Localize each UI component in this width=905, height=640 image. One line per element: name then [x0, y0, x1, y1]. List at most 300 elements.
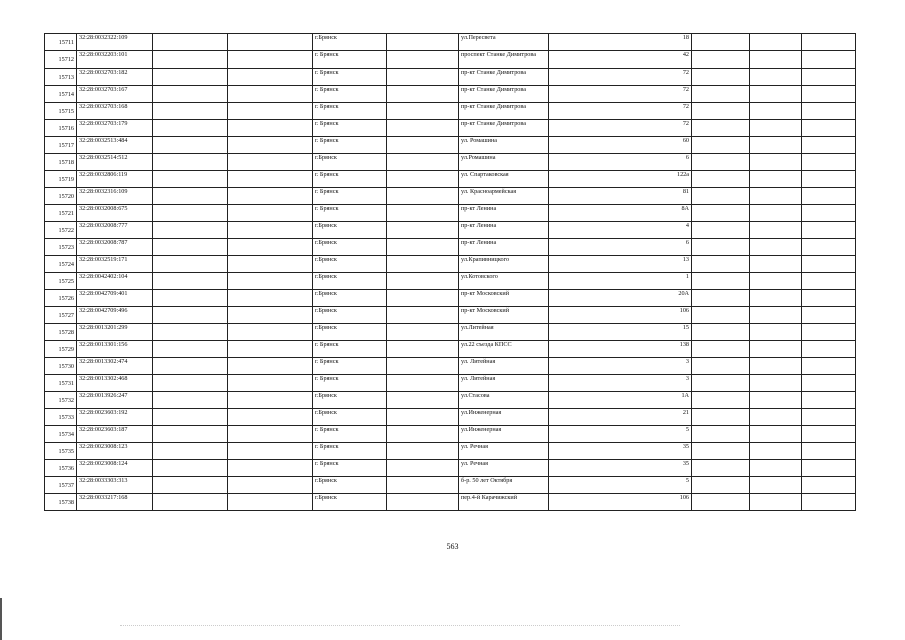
cell-street: б-р. 50 лет Октября	[459, 477, 549, 494]
cell-empty	[153, 69, 228, 86]
table-row	[45, 137, 856, 154]
table-row	[45, 222, 856, 239]
cell-street: ул.Крапивницкого	[459, 256, 549, 273]
cell-number: 15711	[45, 34, 77, 51]
cell-empty	[802, 69, 856, 86]
cell-empty	[750, 137, 802, 154]
table-row	[45, 69, 856, 86]
cell-empty	[802, 358, 856, 375]
cell-number: 15722	[45, 222, 77, 239]
cell-empty	[153, 188, 228, 205]
cell-street: ул. Спартаковская	[459, 171, 549, 188]
cell-city: г. Брянск	[313, 51, 387, 69]
cell-empty	[802, 120, 856, 137]
cell-empty	[692, 358, 750, 375]
cell-empty	[692, 205, 750, 222]
cell-empty	[153, 103, 228, 120]
cell-house: 106	[549, 307, 692, 324]
cell-empty	[750, 171, 802, 188]
cell-city: г. Брянск	[313, 205, 387, 222]
cell-empty	[802, 86, 856, 103]
cell-empty	[153, 256, 228, 273]
cell-empty	[387, 69, 459, 86]
cell-cadastral-number: 32:28:0023603:192	[77, 409, 153, 426]
cell-city: г. Брянск	[313, 375, 387, 392]
cell-empty	[228, 154, 313, 171]
cell-city: г.Брянск	[313, 494, 387, 511]
cell-cadastral-number: 32:28:0013926:247	[77, 392, 153, 409]
cell-empty	[228, 34, 313, 51]
cell-empty	[750, 477, 802, 494]
cell-number: 15736	[45, 460, 77, 477]
cell-empty	[153, 222, 228, 239]
cell-empty	[387, 137, 459, 154]
cell-house: 6	[549, 239, 692, 256]
cell-empty	[692, 409, 750, 426]
cell-city: г. Брянск	[313, 188, 387, 205]
cell-empty	[692, 273, 750, 290]
cell-empty	[387, 103, 459, 120]
cell-house: 106	[549, 494, 692, 511]
cell-empty	[802, 426, 856, 443]
cell-empty	[750, 426, 802, 443]
cell-number: 15713	[45, 69, 77, 86]
cell-empty	[692, 460, 750, 477]
cell-empty	[228, 103, 313, 120]
cell-house: 72	[549, 86, 692, 103]
cell-street: ул.Котовского	[459, 273, 549, 290]
cell-cadastral-number: 32:28:0032008:787	[77, 239, 153, 256]
cell-empty	[387, 307, 459, 324]
cell-number: 15714	[45, 86, 77, 103]
cell-empty	[802, 222, 856, 239]
cell-city: г. Брянск	[313, 86, 387, 103]
cell-empty	[228, 137, 313, 154]
cell-empty	[692, 222, 750, 239]
cell-empty	[750, 494, 802, 511]
cell-cadastral-number: 32:28:0032513:484	[77, 137, 153, 154]
cell-empty	[750, 409, 802, 426]
cell-street: пр-кт Московский	[459, 307, 549, 324]
cell-empty	[228, 426, 313, 443]
cell-empty	[750, 307, 802, 324]
table-row	[45, 256, 856, 273]
cell-empty	[692, 171, 750, 188]
cell-empty	[228, 239, 313, 256]
cell-empty	[802, 290, 856, 307]
cell-empty	[153, 358, 228, 375]
table-row	[45, 426, 856, 443]
cell-empty	[153, 341, 228, 358]
cell-empty	[750, 256, 802, 273]
cell-empty	[692, 477, 750, 494]
cell-number: 15719	[45, 171, 77, 188]
cell-city: г. Брянск	[313, 358, 387, 375]
cell-number: 15732	[45, 392, 77, 409]
cell-empty	[692, 426, 750, 443]
cell-empty	[153, 460, 228, 477]
cell-city: г.Брянск	[313, 222, 387, 239]
cell-street: пр-кт Ленина	[459, 239, 549, 256]
table-row	[45, 443, 856, 460]
cell-empty	[228, 290, 313, 307]
cell-empty	[750, 290, 802, 307]
cell-number: 15727	[45, 307, 77, 324]
cell-empty	[692, 137, 750, 154]
cell-house: 4	[549, 222, 692, 239]
cell-street: проспект Станке Димитрова	[459, 51, 549, 69]
cell-empty	[387, 460, 459, 477]
cell-street: пр-кт Ленина	[459, 222, 549, 239]
cell-city: г.Брянск	[313, 307, 387, 324]
cell-city: г. Брянск	[313, 137, 387, 154]
table-row	[45, 494, 856, 511]
cell-empty	[802, 375, 856, 392]
cell-city: г.Брянск	[313, 256, 387, 273]
cell-empty	[228, 86, 313, 103]
cell-empty	[153, 273, 228, 290]
cell-cadastral-number: 32:28:0042709:496	[77, 307, 153, 324]
cell-empty	[228, 443, 313, 460]
cell-empty	[802, 171, 856, 188]
table-row	[45, 460, 856, 477]
cell-empty	[387, 494, 459, 511]
cell-empty	[692, 256, 750, 273]
cell-empty	[802, 256, 856, 273]
table-row	[45, 307, 856, 324]
cell-empty	[802, 307, 856, 324]
cell-cadastral-number: 32:28:0032203:101	[77, 51, 153, 69]
cell-number: 15729	[45, 341, 77, 358]
cell-city: г. Брянск	[313, 460, 387, 477]
cell-empty	[802, 477, 856, 494]
cell-cadastral-number: 32:28:0023008:124	[77, 460, 153, 477]
cell-empty	[153, 443, 228, 460]
cell-empty	[228, 324, 313, 341]
cell-cadastral-number: 32:28:0032703:179	[77, 120, 153, 137]
cell-empty	[228, 205, 313, 222]
cell-empty	[802, 137, 856, 154]
cell-city: г. Брянск	[313, 120, 387, 137]
cell-street: пр-кт Станке Димитрова	[459, 120, 549, 137]
cell-empty	[802, 154, 856, 171]
cell-number: 15725	[45, 273, 77, 290]
cell-empty	[228, 188, 313, 205]
cell-street: ул. Речная	[459, 460, 549, 477]
cell-street: ул. Литейная	[459, 375, 549, 392]
cell-empty	[750, 239, 802, 256]
cell-number: 15716	[45, 120, 77, 137]
cell-empty	[692, 69, 750, 86]
cell-cadastral-number: 32:28:0042709:401	[77, 290, 153, 307]
cell-house: 8А	[549, 205, 692, 222]
cell-city: г.Брянск	[313, 239, 387, 256]
cell-empty	[692, 239, 750, 256]
cell-house: 35	[549, 460, 692, 477]
cell-empty	[692, 307, 750, 324]
cell-empty	[750, 69, 802, 86]
cell-number: 15723	[45, 239, 77, 256]
table-row	[45, 103, 856, 120]
cell-empty	[692, 103, 750, 120]
cell-cadastral-number: 32:28:0032703:168	[77, 103, 153, 120]
cell-empty	[802, 51, 856, 69]
cell-house: 35	[549, 443, 692, 460]
cell-city: г. Брянск	[313, 171, 387, 188]
cell-empty	[692, 154, 750, 171]
cell-empty	[802, 392, 856, 409]
cell-cadastral-number: 32:28:0032008:777	[77, 222, 153, 239]
cell-empty	[387, 34, 459, 51]
cell-empty	[750, 120, 802, 137]
cell-empty	[802, 341, 856, 358]
cell-house: 60	[549, 137, 692, 154]
cell-empty	[750, 375, 802, 392]
cell-empty	[387, 290, 459, 307]
cell-number: 15717	[45, 137, 77, 154]
cell-house: 72	[549, 120, 692, 137]
cell-house: 72	[549, 69, 692, 86]
cell-empty	[153, 137, 228, 154]
cell-empty	[802, 239, 856, 256]
cell-empty	[228, 120, 313, 137]
cell-empty	[802, 409, 856, 426]
cell-empty	[228, 69, 313, 86]
cell-street: ул. Ромашина	[459, 137, 549, 154]
table-row	[45, 239, 856, 256]
cell-city: г.Брянск	[313, 477, 387, 494]
table-row	[45, 341, 856, 358]
cell-empty	[387, 239, 459, 256]
table-row	[45, 120, 856, 137]
cell-city: г.Брянск	[313, 34, 387, 51]
cell-empty	[228, 171, 313, 188]
cell-city: г.Брянск	[313, 273, 387, 290]
cell-number: 15721	[45, 205, 77, 222]
cell-cadastral-number: 32:28:0032514:512	[77, 154, 153, 171]
table-row	[45, 375, 856, 392]
cell-house: 20А	[549, 290, 692, 307]
cell-house: 6	[549, 154, 692, 171]
table-row	[45, 290, 856, 307]
cell-empty	[153, 205, 228, 222]
cell-empty	[692, 34, 750, 51]
cell-house: 21	[549, 409, 692, 426]
cell-cadastral-number: 32:28:0032703:167	[77, 86, 153, 103]
cell-number: 15728	[45, 324, 77, 341]
cell-empty	[387, 324, 459, 341]
cell-city: г. Брянск	[313, 341, 387, 358]
cell-street: ул.Ромашина	[459, 154, 549, 171]
cell-number: 15737	[45, 477, 77, 494]
cell-street: пр-кт Станке Димитрова	[459, 86, 549, 103]
cell-house: 5	[549, 426, 692, 443]
cell-house: 42	[549, 51, 692, 69]
cell-empty	[750, 443, 802, 460]
cell-empty	[387, 86, 459, 103]
cell-empty	[153, 426, 228, 443]
cell-empty	[750, 154, 802, 171]
cell-cadastral-number: 32:28:0013302:474	[77, 358, 153, 375]
cell-cadastral-number: 32:28:0032703:182	[77, 69, 153, 86]
cell-empty	[750, 273, 802, 290]
cell-city: г.Брянск	[313, 409, 387, 426]
cell-house: 3	[549, 375, 692, 392]
cell-empty	[802, 273, 856, 290]
cell-street: пр-кт Станке Димитрова	[459, 103, 549, 120]
cell-empty	[750, 86, 802, 103]
cell-cadastral-number: 32:28:0032806:119	[77, 171, 153, 188]
cell-street: ул. Речная	[459, 443, 549, 460]
cell-street: ул.Пересвета	[459, 34, 549, 51]
cell-empty	[387, 171, 459, 188]
cell-house: 72	[549, 103, 692, 120]
cell-empty	[692, 188, 750, 205]
table-row	[45, 477, 856, 494]
cell-house: 15	[549, 324, 692, 341]
cell-empty	[692, 375, 750, 392]
cell-empty	[387, 51, 459, 69]
cell-empty	[692, 392, 750, 409]
cell-empty	[750, 205, 802, 222]
cell-cadastral-number: 32:28:0013302:468	[77, 375, 153, 392]
cell-street: ул.Стасова	[459, 392, 549, 409]
cell-number: 15738	[45, 494, 77, 511]
cell-empty	[228, 51, 313, 69]
cell-cadastral-number: 32:28:0032008:675	[77, 205, 153, 222]
cell-empty	[153, 290, 228, 307]
cell-empty	[387, 443, 459, 460]
cell-empty	[387, 426, 459, 443]
cell-cadastral-number: 32:28:0032519:171	[77, 256, 153, 273]
table-row	[45, 34, 856, 51]
cell-empty	[153, 34, 228, 51]
cell-empty	[802, 205, 856, 222]
cell-empty	[153, 239, 228, 256]
cell-empty	[692, 324, 750, 341]
cell-empty	[153, 477, 228, 494]
cell-empty	[802, 188, 856, 205]
cell-number: 15724	[45, 256, 77, 273]
cell-empty	[692, 120, 750, 137]
registry-table	[44, 33, 856, 511]
cell-city: г. Брянск	[313, 69, 387, 86]
cell-empty	[153, 324, 228, 341]
cell-empty	[750, 392, 802, 409]
cell-number: 15715	[45, 103, 77, 120]
cell-empty	[228, 222, 313, 239]
cell-cadastral-number: 32:28:0033303:313	[77, 477, 153, 494]
cell-empty	[750, 358, 802, 375]
cell-empty	[153, 51, 228, 69]
cell-city: г.Брянск	[313, 324, 387, 341]
table-row	[45, 188, 856, 205]
cell-empty	[228, 358, 313, 375]
cell-empty	[228, 273, 313, 290]
table-row	[45, 154, 856, 171]
table-row	[45, 392, 856, 409]
cell-number: 15720	[45, 188, 77, 205]
cell-number: 15735	[45, 443, 77, 460]
cell-empty	[228, 341, 313, 358]
cell-house: 1	[549, 273, 692, 290]
cell-empty	[802, 494, 856, 511]
cell-empty	[750, 222, 802, 239]
cell-house: 3	[549, 358, 692, 375]
cell-street: ул. Красноармейская	[459, 188, 549, 205]
cell-empty	[750, 188, 802, 205]
cell-empty	[153, 307, 228, 324]
cell-empty	[750, 341, 802, 358]
cell-empty	[387, 375, 459, 392]
cell-empty	[802, 443, 856, 460]
cell-empty	[387, 341, 459, 358]
cell-house: 122а	[549, 171, 692, 188]
cell-empty	[692, 443, 750, 460]
cell-empty	[750, 51, 802, 69]
cell-street: пр-кт Ленина	[459, 205, 549, 222]
cell-empty	[228, 477, 313, 494]
cell-empty	[228, 409, 313, 426]
cell-number: 15718	[45, 154, 77, 171]
table-row	[45, 51, 856, 69]
cell-number: 15730	[45, 358, 77, 375]
cell-street: пер.4-й Карачижский	[459, 494, 549, 511]
cell-empty	[387, 120, 459, 137]
cell-empty	[387, 358, 459, 375]
scan-noise-line	[120, 625, 680, 627]
cell-house: 1А	[549, 392, 692, 409]
cell-city: г.Брянск	[313, 392, 387, 409]
cell-empty	[153, 171, 228, 188]
cell-empty	[228, 375, 313, 392]
cell-empty	[387, 222, 459, 239]
cell-empty	[387, 392, 459, 409]
table-row	[45, 86, 856, 103]
cell-street: ул.Литейная	[459, 324, 549, 341]
cell-city: г. Брянск	[313, 103, 387, 120]
cell-empty	[802, 103, 856, 120]
cell-empty	[153, 86, 228, 103]
cell-empty	[692, 341, 750, 358]
cell-empty	[228, 392, 313, 409]
cell-empty	[387, 205, 459, 222]
cell-empty	[750, 34, 802, 51]
table-row	[45, 324, 856, 341]
table-row	[45, 358, 856, 375]
cell-empty	[228, 307, 313, 324]
cell-empty	[153, 409, 228, 426]
cell-street: ул. Литейная	[459, 358, 549, 375]
cell-empty	[228, 494, 313, 511]
cell-number: 15734	[45, 426, 77, 443]
cell-cadastral-number: 32:28:0013301:156	[77, 341, 153, 358]
cell-street: ул.22 съезда КПСС	[459, 341, 549, 358]
cell-house: 5	[549, 477, 692, 494]
cell-number: 15733	[45, 409, 77, 426]
cell-street: ул.Инженерная	[459, 426, 549, 443]
cell-empty	[153, 494, 228, 511]
cell-city: г.Брянск	[313, 154, 387, 171]
cell-cadastral-number: 32:28:0013201:299	[77, 324, 153, 341]
registry-table-body	[45, 34, 856, 511]
cell-city: г. Брянск	[313, 426, 387, 443]
cell-house: 18	[549, 34, 692, 51]
cell-empty	[387, 154, 459, 171]
cell-house: 81	[549, 188, 692, 205]
cell-empty	[153, 392, 228, 409]
cell-empty	[750, 460, 802, 477]
